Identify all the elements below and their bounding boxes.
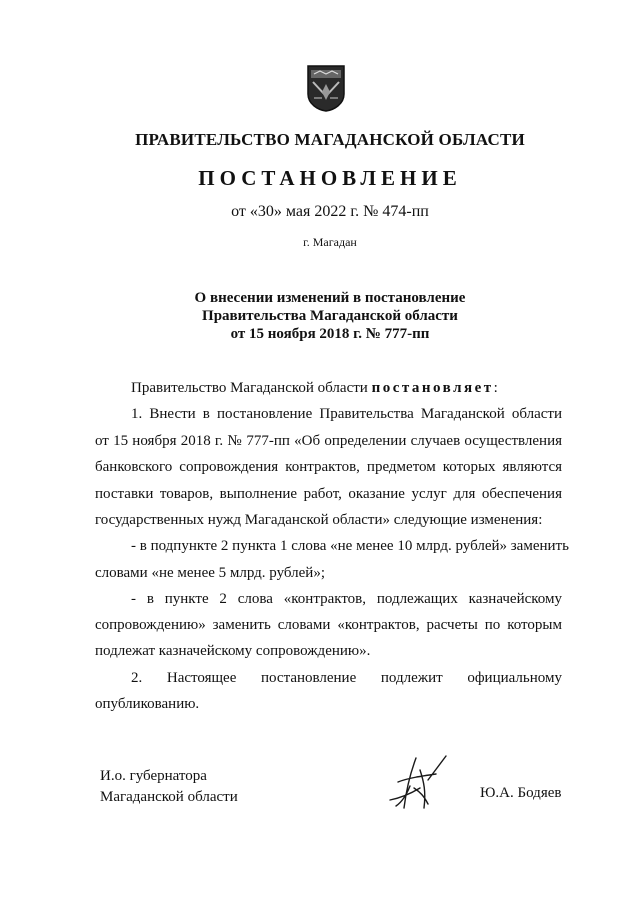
paragraph-1-line: банковского сопровождения контрактов, предметом которых являются — [95, 459, 562, 475]
bullet-2-line: - в пункте 2 слова «контрактов, подлежащих казначейскому — [131, 591, 562, 607]
coat-of-arms-icon — [306, 64, 346, 112]
bullet-1-line: словами «не менее 5 млрд. рублей»; — [95, 565, 325, 581]
paragraph-2-line: 2. Настоящее постановление подлежит официальному — [131, 670, 562, 686]
bullet-2-line: сопровождению» заменить словами «контрактов, расчеты по которым — [95, 617, 562, 633]
document-date-number: от «30» мая 2022 г. № 474-пп — [231, 203, 429, 220]
paragraph-1-line: государственных нужд Магаданской области» следующие изменения: — [95, 512, 543, 528]
document-city: г. Магадан — [303, 235, 357, 249]
signatory-title-line: Магаданской области — [100, 789, 238, 805]
preamble-text: Правительство Магаданской области — [131, 380, 368, 396]
preamble-colon: : — [493, 380, 498, 396]
document-subject — [0, 289, 640, 343]
preamble-verb: постановляет — [371, 380, 494, 396]
signatory-name: Ю.А. Бодяев — [480, 785, 562, 801]
paragraph-1-line: 1. Внести в постановление Правительства Магаданской области — [131, 406, 562, 422]
paragraph-1-line: поставки товаров, выполнение работ, оказание услуг для обеспечения — [95, 486, 562, 502]
document-type: ПОСТАНОВЛЕНИЕ — [198, 166, 462, 190]
government-name: ПРАВИТЕЛЬСТВО МАГАДАНСКОЙ ОБЛАСТИ — [135, 130, 525, 149]
signatory-title-line: И.о. губернатора — [100, 768, 207, 784]
preamble — [131, 380, 498, 397]
signatory-title — [100, 766, 238, 808]
bullet-1-line: - в подпункте 2 пункта 1 слова «не менее 10 млрд. рублей» заменить — [131, 538, 569, 554]
paragraph-1-line: от 15 ноября 2018 г. № 777-пп «Об определении случаев осуществления — [95, 433, 562, 449]
subject-line: Правительства Магаданской области — [202, 308, 458, 324]
subject-line: О внесении изменений в постановление — [194, 290, 466, 306]
subject-line: от 15 ноября 2018 г. № 777-пп — [230, 326, 430, 342]
handwritten-signature-icon — [380, 752, 450, 814]
bullet-2-line: подлежат казначейскому сопровождению». — [95, 643, 371, 659]
paragraph-2-line: опубликованию. — [95, 696, 200, 712]
